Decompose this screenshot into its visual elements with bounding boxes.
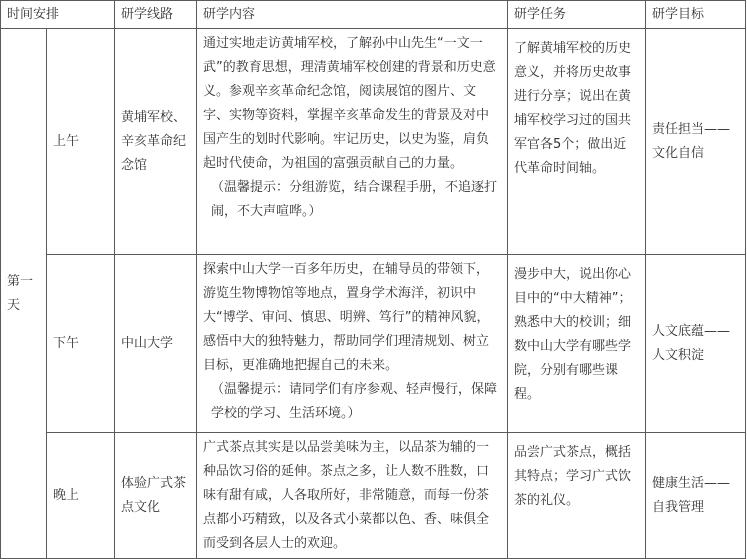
- period-cell: 下午: [47, 255, 115, 433]
- route-cell: 黄埔军校、辛亥革命纪念馆: [115, 29, 197, 255]
- content-cell: [197, 433, 508, 559]
- route-cell: 体验广式茶点文化: [115, 433, 197, 559]
- header-row: [1, 1, 746, 29]
- header-time: 时间安排: [1, 1, 115, 29]
- content-text: 探索中山大学一百多年历史，在辅导员的带领下，游览生物博物馆等地点，置身学术海洋，初识中大“博学、审问、慎思、明辨、笃行”的精神风貌，感悟中大的独特魅力，帮助同学们理清规划、树立目标，更准确地把握自己的未来。: [203, 262, 490, 373]
- task-cell: 漫步中大，说出你心目中的“中大精神”；熟悉中大的校训；细数中山大学有哪些学院，分别有哪些课程。: [508, 255, 646, 433]
- header-route: 研学线路: [115, 1, 197, 29]
- header-content: 研学内容: [197, 1, 508, 29]
- tip-text: （温馨提示：分组游览，结合课程手册，不追逐打闹，不大声喧哗。）: [211, 180, 498, 219]
- content-cell: [197, 29, 508, 255]
- header-goal: 研学目标: [646, 1, 746, 29]
- route-cell: 中山大学: [115, 255, 197, 433]
- day-cell: 第一天: [1, 29, 47, 559]
- table-row: [1, 29, 746, 255]
- header-task: 研学任务: [508, 1, 646, 29]
- goal-cell: 责任担当——文化自信: [646, 29, 746, 255]
- goal-cell: 人文底蕴——人文积淀: [646, 255, 746, 433]
- content-text: 广式茶点其实是以品尝美味为主，以品茶为辅的一种品饮习俗的延伸。茶点之多，让人数不胜数，口味有甜有咸，人各取所好，非常随意，而每一份茶点都小巧精致，以及各式小菜都以色、香、味俱全而受到各层人士的欢迎。: [203, 440, 490, 551]
- goal-cell: 健康生活——自我管理: [646, 433, 746, 559]
- task-cell: 品尝广式茶点，概括其特点；学习广式饮茶的礼仪。: [508, 433, 646, 559]
- task-cell: 了解黄埔军校的历史意义，并将历史故事进行分享；说出在黄埔军校学习过的国共军官各5个；做出近代革命时间轴。: [508, 29, 646, 255]
- table-row: [1, 433, 746, 559]
- tip-text: （温馨提示：请同学们有序参观、轻声慢行，保障学校的学习、生活环境。）: [211, 382, 498, 421]
- content-cell: [197, 255, 508, 433]
- content-text: 通过实地走访黄埔军校，了解孙中山先生“一文一武”的教育思想，理清黄埔军校创建的背景和历史意义。参观辛亥革命纪念馆，阅读展馆的图片、文字、实物等资料，掌握辛亥革命发生的背景及对中国产生的划时代影响。牢记历史，以史为鉴，肩负起时代使命，为祖国的富强贡献自己的力量。: [203, 36, 496, 171]
- table-row: [1, 255, 746, 433]
- period-cell: 晚上: [47, 433, 115, 559]
- period-cell: 上午: [47, 29, 115, 255]
